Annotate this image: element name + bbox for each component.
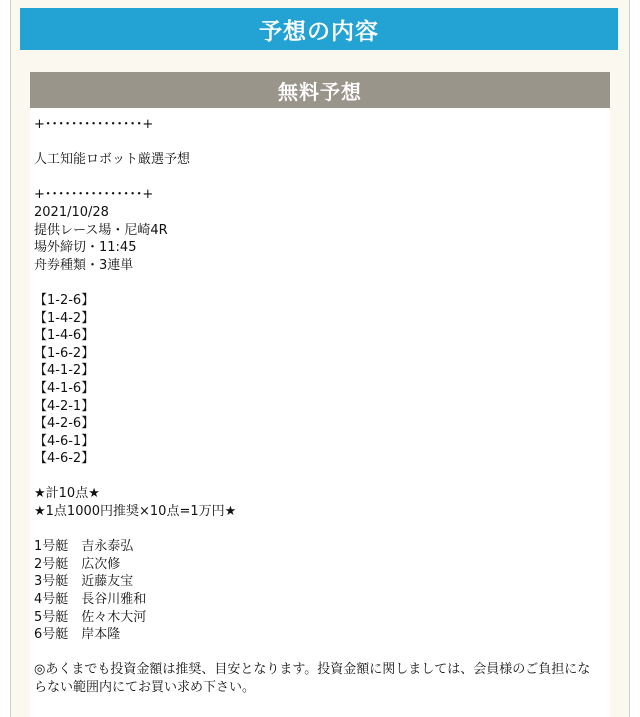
combo-item: 【1-4-6】 [34, 328, 95, 344]
bet-recommendation: ★1点1000円推奨×10点=1万円★ [34, 504, 237, 520]
combo-item: 【1-4-2】 [34, 310, 95, 326]
race-date: 2021/10/28 [34, 204, 109, 220]
free-prediction-panel [30, 72, 610, 717]
boat-item: 3号艇 近藤友宝 [34, 574, 134, 590]
prediction-content [30, 108, 610, 697]
boat-item: 2号艇 広次修 [34, 556, 121, 572]
ticket-type: 舟券種類・3連単 [34, 257, 134, 273]
combo-item: 【4-1-6】 [34, 380, 95, 396]
race-deadline: 場外締切・11:45 [34, 240, 137, 256]
prediction-title: 人工知能ロボット厳選予想 [34, 152, 191, 168]
boat-item: 1号艇 吉永泰弘 [34, 539, 134, 555]
total-points: ★計10点★ [34, 486, 100, 502]
page-title: 予想の内容 [20, 8, 618, 50]
combo-item: 【4-6-1】 [34, 433, 95, 449]
investment-note: ◎あくまでも投資金額は推奨、目安となります。投資金額に関しましては、会員様のご負担にならない範囲内にてお買い求め下さい。 [34, 662, 591, 695]
combo-item: 【1-6-2】 [34, 345, 95, 361]
divider-middle: +･･･････････････+ [34, 187, 154, 203]
combo-item: 【4-6-2】 [34, 451, 95, 467]
combo-item: 【4-1-2】 [34, 363, 95, 379]
combo-item: 【4-2-6】 [34, 416, 95, 432]
boat-item: 4号艇 長谷川雅和 [34, 592, 147, 608]
combo-item: 【4-2-1】 [34, 398, 95, 414]
section-title: 無料予想 [30, 72, 610, 108]
divider-top: +･･･････････････+ [34, 117, 154, 132]
boat-item: 6号艇 岸本隆 [34, 627, 121, 643]
combo-item: 【1-2-6】 [34, 292, 95, 308]
boat-item: 5号艇 佐々木大河 [34, 609, 147, 625]
race-venue: 提供レース場・尼崎4R [34, 222, 168, 238]
